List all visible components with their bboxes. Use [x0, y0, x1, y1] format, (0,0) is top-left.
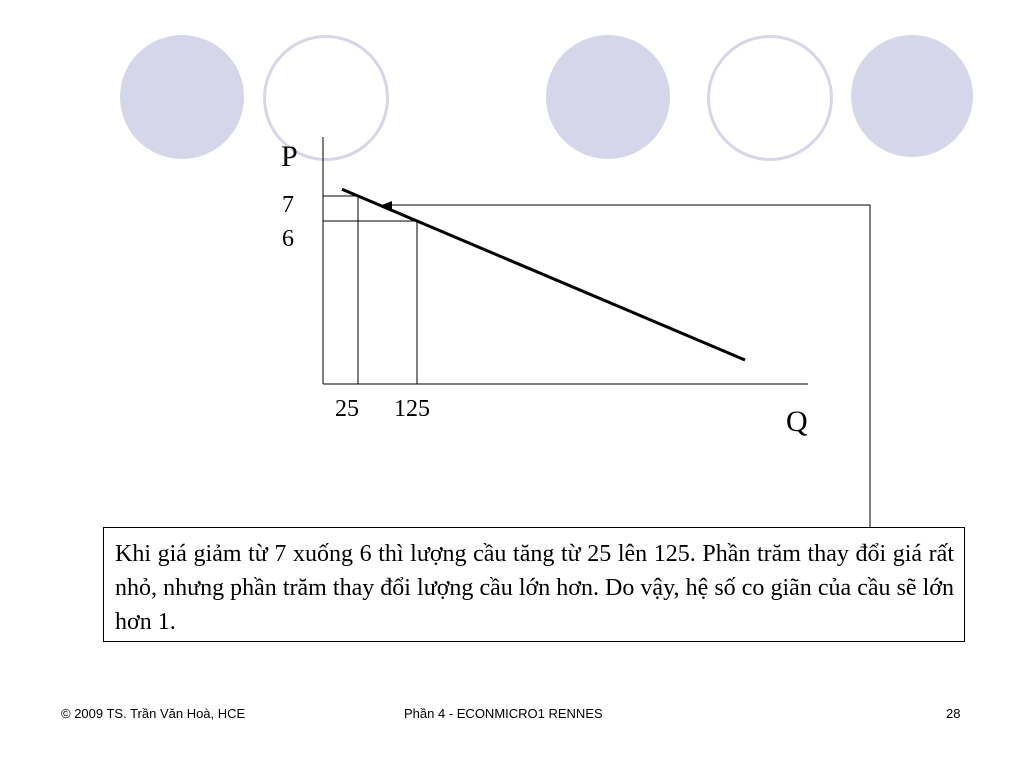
x-tick-label: 125: [394, 396, 430, 422]
callout-connector-arrow: [383, 205, 870, 527]
explanation-text: Khi giá giảm từ 7 xuống 6 thì lượng cầu tăng từ 25 lên 125. Phần trăm thay đổi giá rất nhỏ, nhưng phần trăm thay đổi lượng cầu lớn hơn. Do vậy, hệ số co giãn của cầu sẽ lớn hơn 1.: [115, 541, 954, 635]
footer-slide-number: 28: [946, 706, 961, 721]
y-tick-label: 6: [282, 226, 294, 252]
y-tick-label: 7: [282, 192, 294, 218]
y-axis-label: P: [281, 140, 298, 173]
footer-course-title: Phần 4 - ECONMICRO1 RENNES: [404, 706, 603, 721]
explanation-callout: [103, 527, 965, 642]
demand-curve: [342, 189, 745, 360]
x-axis-label: Q: [786, 405, 808, 438]
footer-copyright: © 2009 TS. Trần Văn Hoà, HCE: [61, 706, 246, 721]
x-tick-label: 25: [335, 396, 359, 422]
